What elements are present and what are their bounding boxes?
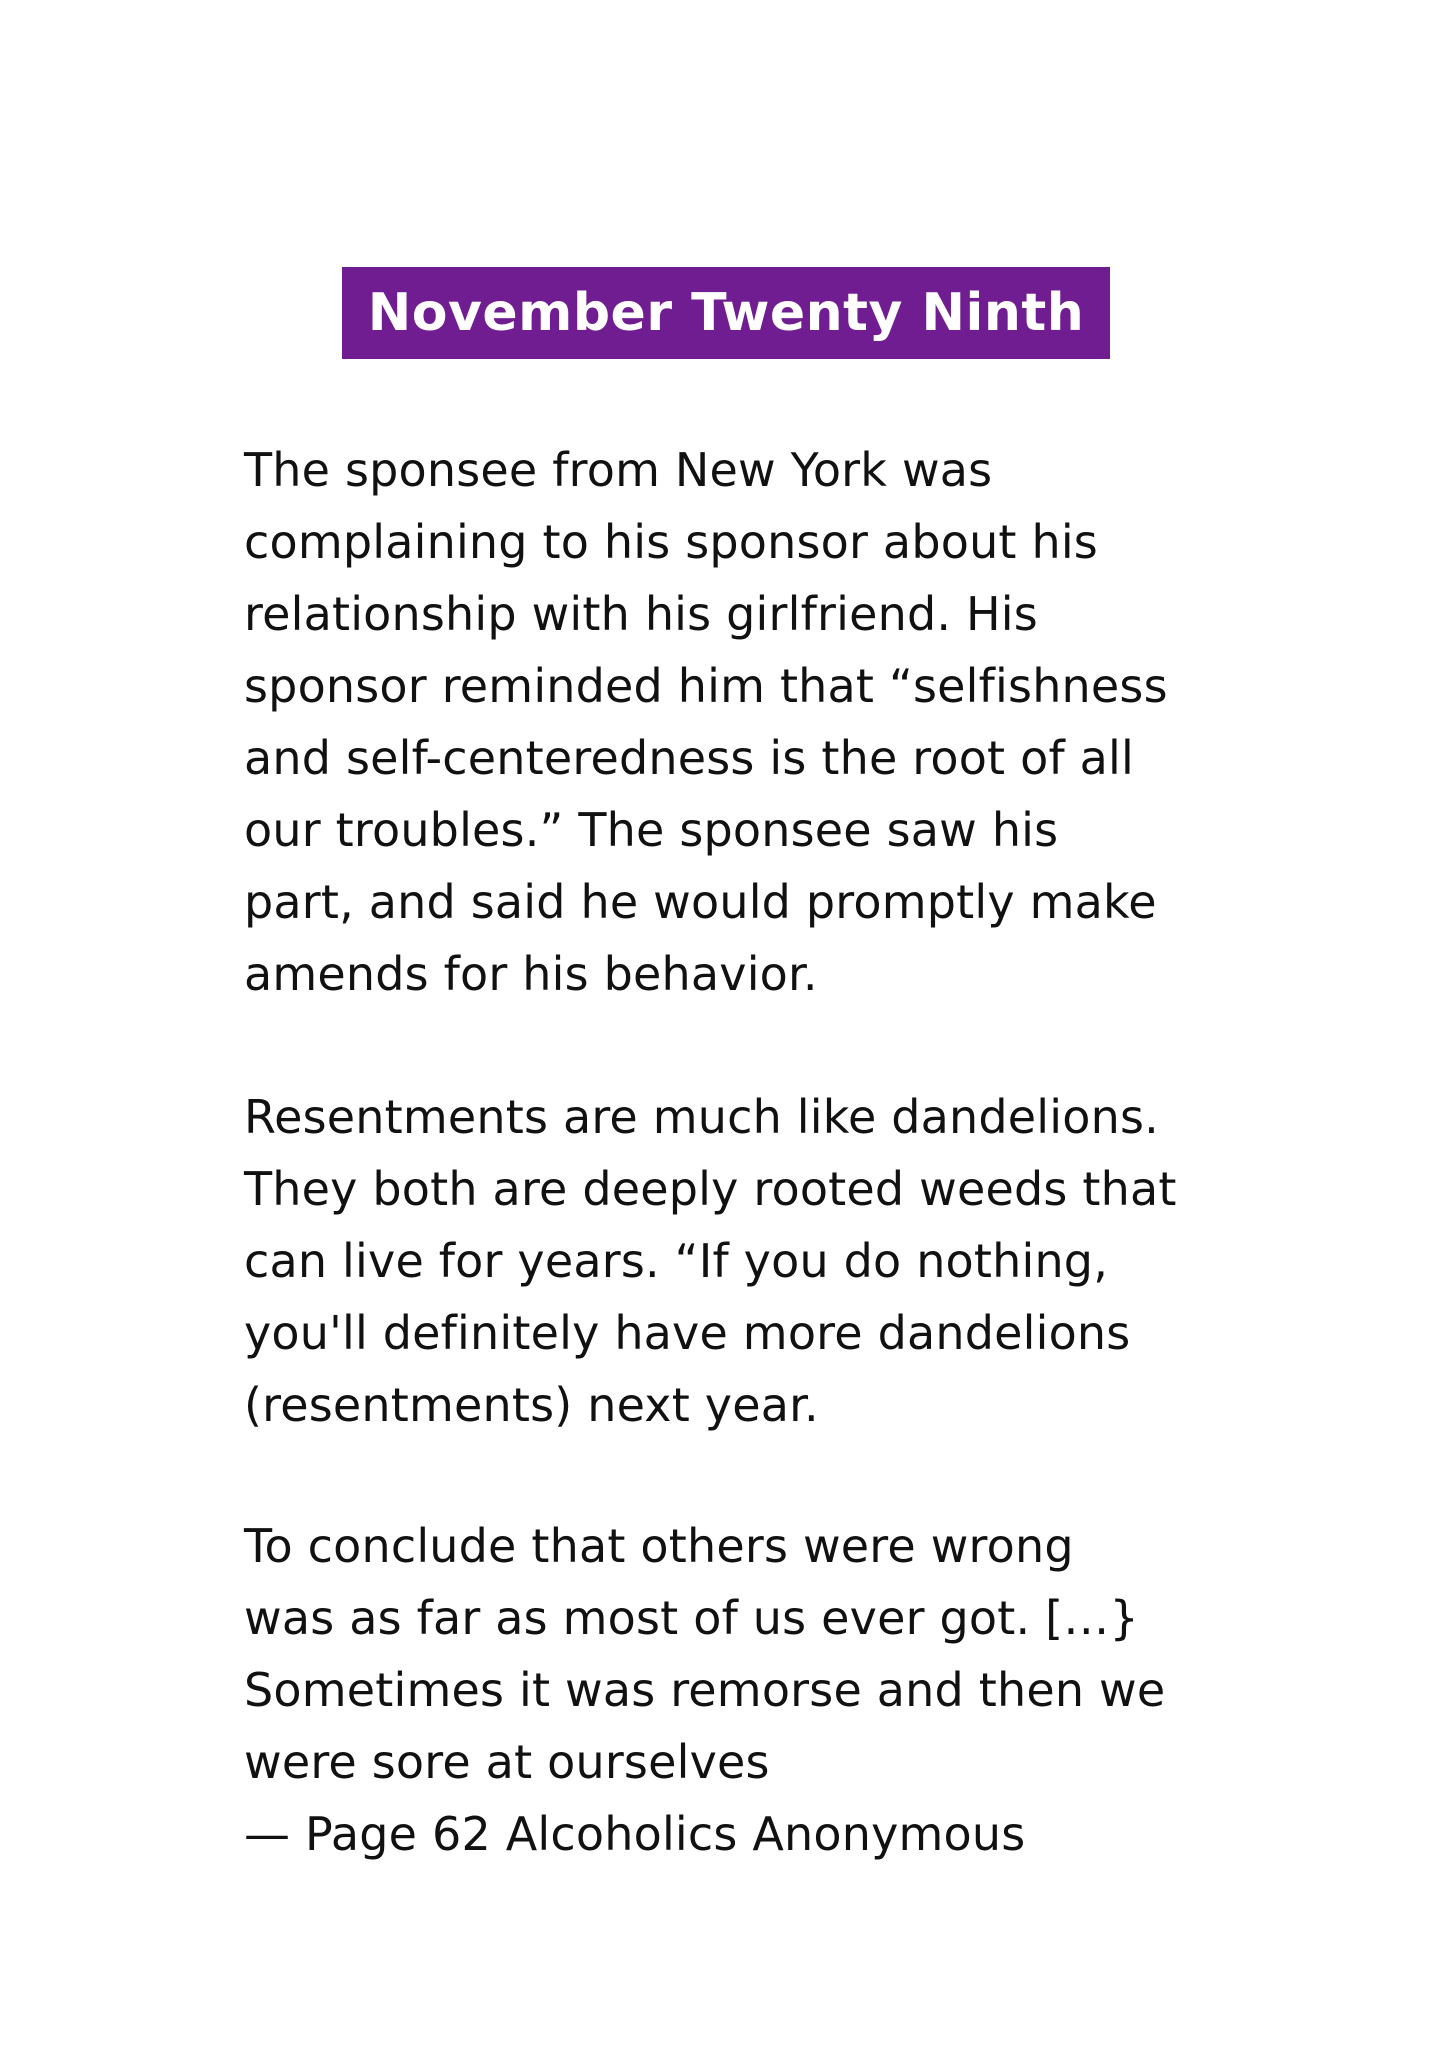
text-line: Resentments are much like dandelions. xyxy=(244,1090,1159,1144)
paragraph-sponsee-story xyxy=(244,434,1244,1010)
text-line: relationship with his girlfriend. His xyxy=(244,587,1038,641)
text-line: you'll definitely have more dandelions xyxy=(244,1306,1131,1360)
text-line: Sometimes it was remorse and then we xyxy=(244,1663,1166,1717)
paragraph-dandelions xyxy=(244,1081,1244,1441)
text-line: amends for his behavior. xyxy=(244,947,818,1001)
text-line: complaining to his sponsor about his xyxy=(244,515,1098,569)
text-line: were sore at ourselves xyxy=(244,1735,770,1789)
quote-attribution: — Page 62 Alcoholics Anonymous xyxy=(244,1807,1026,1861)
text-line: They both are deeply rooted weeds that xyxy=(244,1162,1177,1216)
text-line: The sponsee from New York was xyxy=(244,443,993,497)
text-line: can live for years. “If you do nothing, xyxy=(244,1234,1109,1288)
paragraph-quote xyxy=(244,1510,1244,1870)
page-title: November Twenty Ninth xyxy=(367,283,1085,343)
text-line: sponsor reminded him that “selfishness xyxy=(244,659,1168,713)
text-line: (resentments) next year. xyxy=(244,1378,819,1432)
text-line: was as far as most of us ever got. […} xyxy=(244,1591,1139,1645)
title-banner xyxy=(342,267,1110,359)
text-line: our troubles.” The sponsee saw his xyxy=(244,803,1059,857)
text-line: and self-centeredness is the root of all xyxy=(244,731,1135,785)
text-line: To conclude that others were wrong xyxy=(244,1519,1074,1573)
text-line: part, and said he would promptly make xyxy=(244,875,1157,929)
